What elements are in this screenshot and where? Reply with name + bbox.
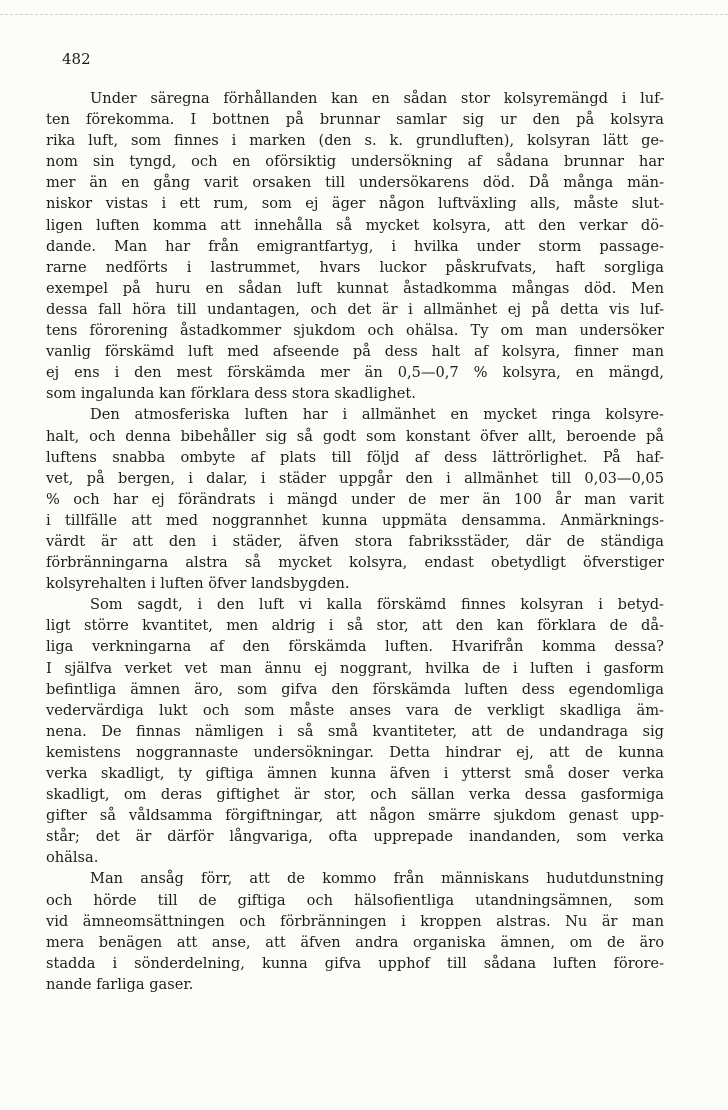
text-line: rika luft, som finnes i marken (den s. k. grundluften), kolsyran lätt ge- (46, 132, 664, 150)
text-line: I själfva verket vet man ännu ej noggrant, hvilka de i luften i gasform (46, 659, 664, 677)
text-line: vedervärdiga lukt och som måste anses vara de verkligt skadliga äm- (46, 701, 664, 719)
text-line: Den atmosferiska luften har i allmänhet en mycket ringa kolsyre- (90, 406, 664, 424)
text-line: befintliga ämnen äro, som gifva den förskämda luften dess egendomliga (46, 680, 664, 698)
text-line: kemistens noggrannaste undersökningar. Detta hindrar ej, att de kunna (46, 743, 664, 761)
text-line: ej ens i den mest förskämda mer än 0,5—0,7 % kolsyra, en mängd, (46, 364, 664, 382)
text-line: nande farliga gaser. (46, 975, 194, 993)
text-line: förbränningarna alstra så mycket kolsyra, endast obetydligt öfverstiger (46, 554, 664, 572)
text-line: vanlig förskämd luft med afseende på dess halt af kolsyra, finner man (46, 343, 664, 361)
text-line: som ingalunda kan förklara dess stora skadlighet. (46, 385, 416, 403)
text-line: nom sin tyngd, och en oförsiktig undersökning af sådana brunnar har (46, 153, 664, 171)
text-line: mer än en gång varit orsaken till undersökarens död. Då många män- (46, 174, 664, 192)
text-line: dessa fall höra till undantagen, och det är i allmänhet ej på detta vis luf- (46, 300, 664, 318)
text-line: liga verkningarna af den förskämda luften. Hvarifrån komma dessa? (46, 638, 664, 656)
body-text (46, 88, 664, 995)
text-line: ligen luften komma att innehålla så mycket kolsyra, att den verkar dö- (46, 216, 664, 234)
text-line: vet, på bergen, i dalar, i städer uppgår den i allmänhet till 0,03—0,05 (46, 469, 664, 487)
text-line: exempel på huru en sådan luft kunnat åstadkomma mångas död. Men (46, 279, 664, 297)
text-line: nena. De finnas nämligen i så små kvantiteter, att de undandraga sig (46, 722, 664, 740)
text-line: i tillfälle att med noggrannhet kunna uppmäta densamma. Anmärknings- (46, 511, 664, 529)
text-line: Man ansåg förr, att de kommo från människans hudutdunstning (90, 870, 664, 888)
text-line: % och har ej förändrats i mängd under de mer än 100 år man varit (46, 490, 664, 508)
text-line: Som sagdt, i den luft vi kalla förskämd finnes kolsyran i betyd- (90, 596, 664, 614)
text-line: ten förekomma. I bottnen på brunnar samlar sig ur den på kolsyra (46, 111, 664, 129)
text-line: står; det är därför långvariga, ofta upprepade inandanden, som verka (46, 828, 664, 846)
text-line: halt, och denna bibehåller sig så godt som konstant öfver allt, beroende på (46, 427, 664, 445)
text-line: ohälsa. (46, 849, 99, 867)
text-line: luftens snabba ombyte af plats till följd af dess lättrörlighet. På haf- (46, 448, 664, 466)
text-line: ligt större kvantitet, men aldrig i så stor, att den kan förklara de då- (46, 617, 664, 635)
text-line: gifter så våldsamma förgiftningar, att någon smärre sjukdom genast upp- (46, 807, 664, 825)
text-line: niskor vistas i ett rum, som ej äger någon luftväxling alls, måste slut- (46, 195, 664, 213)
text-line: värdt är att den i städer, äfven stora fabriksstäder, där de ständiga (46, 532, 664, 550)
page-number: 482 (62, 50, 91, 68)
text-line: Under säregna förhållanden kan en sådan stor kolsyremängd i luf- (90, 90, 664, 107)
text-line: skadligt, om deras giftighet är stor, och sällan verka dessa gasformiga (46, 786, 664, 804)
top-edge-rule (0, 14, 728, 15)
text-line: verka skadligt, ty giftiga ämnen kunna äfven i ytterst små doser verka (46, 765, 664, 782)
text-line: vid ämneomsättningen och förbränningen i kroppen alstras. Nu är man (46, 912, 664, 930)
text-line: kolsyrehalten i luften öfver landsbygden. (46, 575, 350, 593)
text-line: rarne nedförts i lastrummet, hvars luckor påskrufvats, haft sorgliga (46, 258, 664, 276)
text-line: och hörde till de giftiga och hälsofientliga utandningsämnen, som (46, 891, 664, 909)
text-line: mera benägen att anse, att äfven andra organiska ämnen, om de äro (46, 933, 664, 951)
text-line: dande. Man har från emigrantfartyg, i hvilka under storm passage- (46, 237, 664, 255)
text-line: stadda i sönderdelning, kunna gifva upphof till sådana luften förore- (46, 954, 664, 972)
text-line: tens förorening åstadkommer sjukdom och ohälsa. Ty om man undersöker (46, 322, 664, 340)
